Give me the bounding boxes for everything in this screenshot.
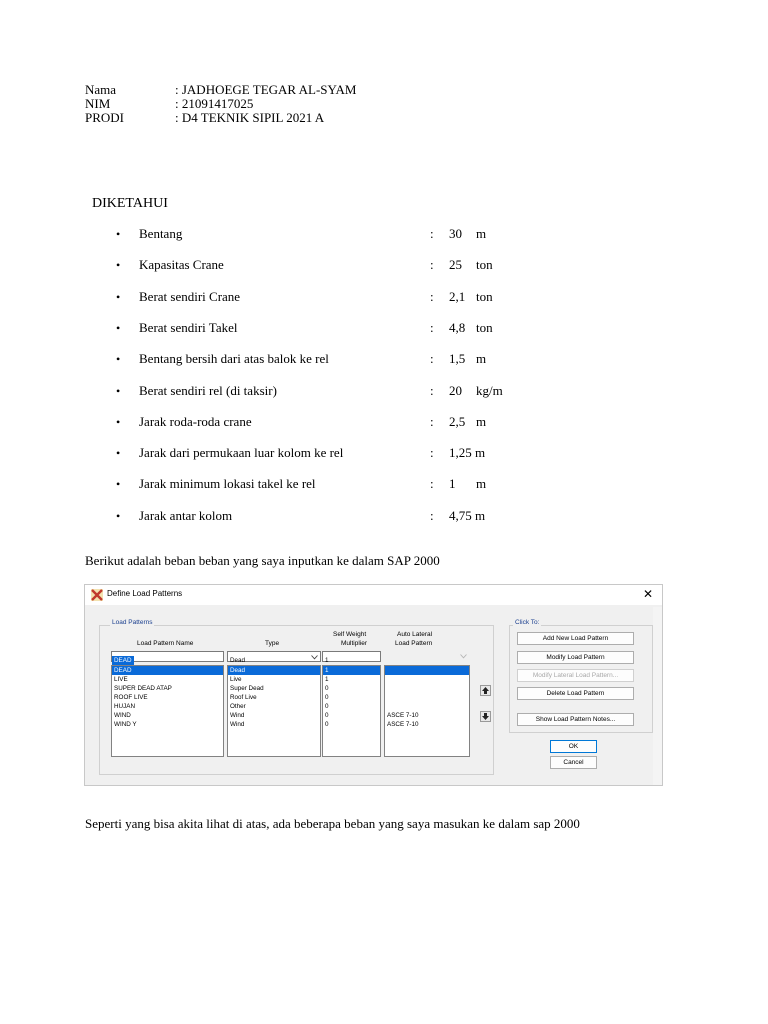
load-pattern-name-value: DEAD [114, 657, 132, 664]
load-pattern-row[interactable]: WIND Y [114, 721, 137, 728]
multiplier-row[interactable]: 1 [325, 676, 329, 683]
paragraph-conclusion: Seperti yang bisa akita lihat di atas, ada beberapa beban yang saya masukan ke dalam sap 2000 [85, 816, 580, 831]
bullet-icon: • [116, 227, 121, 241]
list-item-label: Kapasitas Crane [139, 257, 224, 272]
multiplier-row[interactable]: 0 [325, 694, 329, 701]
arrow-up-icon [481, 686, 490, 695]
label-prodi: PRODI [85, 110, 125, 125]
paragraph-intro: Berikut adalah beban beban yang saya inputkan ke dalam SAP 2000 [85, 553, 440, 568]
show-load-pattern-notes-button[interactable]: Show Load Pattern Notes... [517, 713, 634, 726]
auto-lateral-row[interactable] [385, 684, 469, 693]
sap2000-app-icon [91, 589, 103, 601]
type-row[interactable]: Wind [230, 721, 245, 728]
auto-lateral-list[interactable] [384, 665, 470, 757]
list-item-value: 2,5 [449, 414, 466, 429]
multiplier-row[interactable]: 0 [325, 712, 329, 719]
multiplier-row[interactable]: 0 [325, 721, 329, 728]
list-item-unit: m [476, 226, 487, 241]
move-down-button[interactable] [480, 711, 491, 722]
auto-lateral-dropdown[interactable] [384, 651, 470, 662]
bullet-icon: • [116, 352, 121, 366]
bullet-icon: • [116, 321, 121, 335]
bullet-icon: • [116, 384, 121, 398]
auto-lateral-row[interactable] [385, 666, 469, 675]
list-item-label: Jarak minimum lokasi takel ke rel [139, 476, 316, 491]
type-dropdown-value: Dead [230, 657, 246, 664]
modify-load-pattern-button[interactable]: Modify Load Pattern [517, 651, 634, 664]
multiplier-row[interactable]: 0 [325, 703, 329, 710]
load-pattern-row[interactable]: ROOF LIVE [114, 694, 148, 701]
bullet-icon: • [116, 446, 121, 460]
auto-lateral-row[interactable]: ASCE 7-10 [387, 721, 419, 728]
bullet-icon: • [116, 290, 121, 304]
auto-lateral-row[interactable] [385, 702, 469, 711]
list-item-colon: : [430, 320, 434, 335]
list-item-unit: ton [476, 289, 493, 304]
column-header-name: Load Pattern Name [137, 640, 194, 647]
type-row[interactable]: Other [230, 703, 246, 710]
column-header-loadpattern: Load Pattern [395, 640, 433, 647]
auto-lateral-row[interactable] [385, 693, 469, 702]
click-to-label: Click To: [515, 619, 540, 626]
ok-button[interactable]: OK [550, 740, 597, 753]
list-item-colon: : [430, 445, 434, 460]
modify-lateral-load-pattern-button[interactable]: Modify Lateral Load Pattern... [517, 669, 634, 682]
list-item-unit: ton [476, 320, 493, 335]
self-weight-input[interactable] [322, 651, 381, 662]
type-dropdown[interactable] [227, 651, 321, 662]
list-item-label: Jarak dari permukaan luar kolom ke rel [139, 445, 344, 460]
bullet-icon: • [116, 509, 121, 523]
list-item-colon: : [430, 476, 434, 491]
type-row[interactable]: Dead [228, 666, 320, 675]
value-nama: : JADHOEGE TEGAR AL-SYAM [175, 82, 357, 97]
list-item-label: Jarak antar kolom [139, 508, 233, 523]
list-item-value: 20 [449, 383, 462, 398]
list-item-label: Bentang bersih dari atas balok ke rel [139, 351, 329, 366]
load-pattern-types-list[interactable] [227, 665, 321, 757]
chevron-down-icon [311, 655, 318, 660]
cancel-button[interactable]: Cancel [550, 756, 597, 769]
list-item-unit: m [476, 476, 487, 491]
type-row[interactable]: Roof Live [230, 694, 257, 701]
list-item-label: Bentang [139, 226, 183, 241]
list-item-value: 1,25 [449, 445, 472, 460]
list-item-value: 2,1 [449, 289, 466, 304]
multiplier-row[interactable]: 0 [325, 685, 329, 692]
bullet-icon: • [116, 477, 121, 491]
column-header-selfweight: Self Weight [333, 631, 367, 638]
list-item-colon: : [430, 508, 434, 523]
list-item-unit: m [475, 445, 486, 460]
list-item-value: 1,5 [449, 351, 466, 366]
chevron-down-icon [460, 654, 467, 659]
load-pattern-row[interactable]: DEAD [112, 666, 223, 675]
bullet-icon: • [116, 415, 121, 429]
list-item-colon: : [430, 289, 434, 304]
list-item-unit: kg/m [476, 383, 503, 398]
dialog-title: Define Load Patterns [107, 589, 183, 598]
list-item-value: 4,75 [449, 508, 472, 523]
value-prodi: : D4 TEKNIK SIPIL 2021 A [175, 110, 325, 125]
self-weight-multipliers-list[interactable] [322, 665, 381, 757]
load-pattern-names-list[interactable] [111, 665, 224, 757]
multiplier-row[interactable]: 1 [323, 666, 380, 675]
type-row[interactable]: Live [230, 676, 242, 683]
load-pattern-row[interactable]: HUJAN [114, 703, 135, 710]
value-nim: : 21091417025 [175, 96, 254, 111]
column-header-multiplier: Multiplier [341, 640, 368, 647]
list-item-value: 25 [449, 257, 462, 272]
list-item-colon: : [430, 383, 434, 398]
list-item-colon: : [430, 414, 434, 429]
load-pattern-name-input[interactable] [111, 651, 224, 662]
list-item-value: 1 [449, 476, 456, 491]
column-header-autolateral: Auto Lateral [397, 631, 433, 638]
arrow-down-icon [481, 712, 490, 721]
list-item-label: Berat sendiri Crane [139, 289, 241, 304]
load-patterns-group-label: Load Patterns [112, 619, 153, 626]
self-weight-value: 1 [325, 657, 329, 664]
list-item-label: Berat sendiri rel (di taksir) [139, 383, 277, 398]
list-item-unit: m [475, 508, 486, 523]
auto-lateral-row[interactable]: ASCE 7-10 [387, 712, 419, 719]
bullet-icon: • [116, 258, 121, 272]
list-item-value: 4,8 [449, 320, 466, 335]
window-edge [653, 607, 662, 785]
list-item-colon: : [430, 226, 434, 241]
list-item-unit: m [476, 351, 487, 366]
list-item-colon: : [430, 257, 434, 272]
list-item-unit: ton [476, 257, 493, 272]
add-new-load-pattern-button[interactable]: Add New Load Pattern [517, 632, 634, 645]
list-item-label: Jarak roda-roda crane [139, 414, 252, 429]
auto-lateral-row[interactable] [385, 675, 469, 684]
move-up-button[interactable] [480, 685, 491, 696]
list-item-colon: : [430, 351, 434, 366]
close-icon[interactable]: ✕ [643, 587, 654, 601]
type-row[interactable]: Wind [230, 712, 245, 719]
delete-load-pattern-button[interactable]: Delete Load Pattern [517, 687, 634, 700]
list-item-label: Berat sendiri Takel [139, 320, 238, 335]
label-nama: Nama [85, 82, 117, 97]
label-nim: NIM [85, 96, 111, 111]
section-title: DIKETAHUI [92, 196, 168, 211]
define-load-patterns-dialog [84, 584, 663, 786]
load-pattern-row[interactable]: LIVE [114, 676, 128, 683]
type-row[interactable]: Super Dead [230, 685, 264, 692]
load-pattern-row[interactable]: SUPER DEAD ATAP [114, 685, 172, 692]
load-pattern-row[interactable]: WIND [114, 712, 131, 719]
column-header-type: Type [265, 640, 280, 647]
list-item-value: 30 [449, 226, 462, 241]
list-item-unit: m [476, 414, 487, 429]
